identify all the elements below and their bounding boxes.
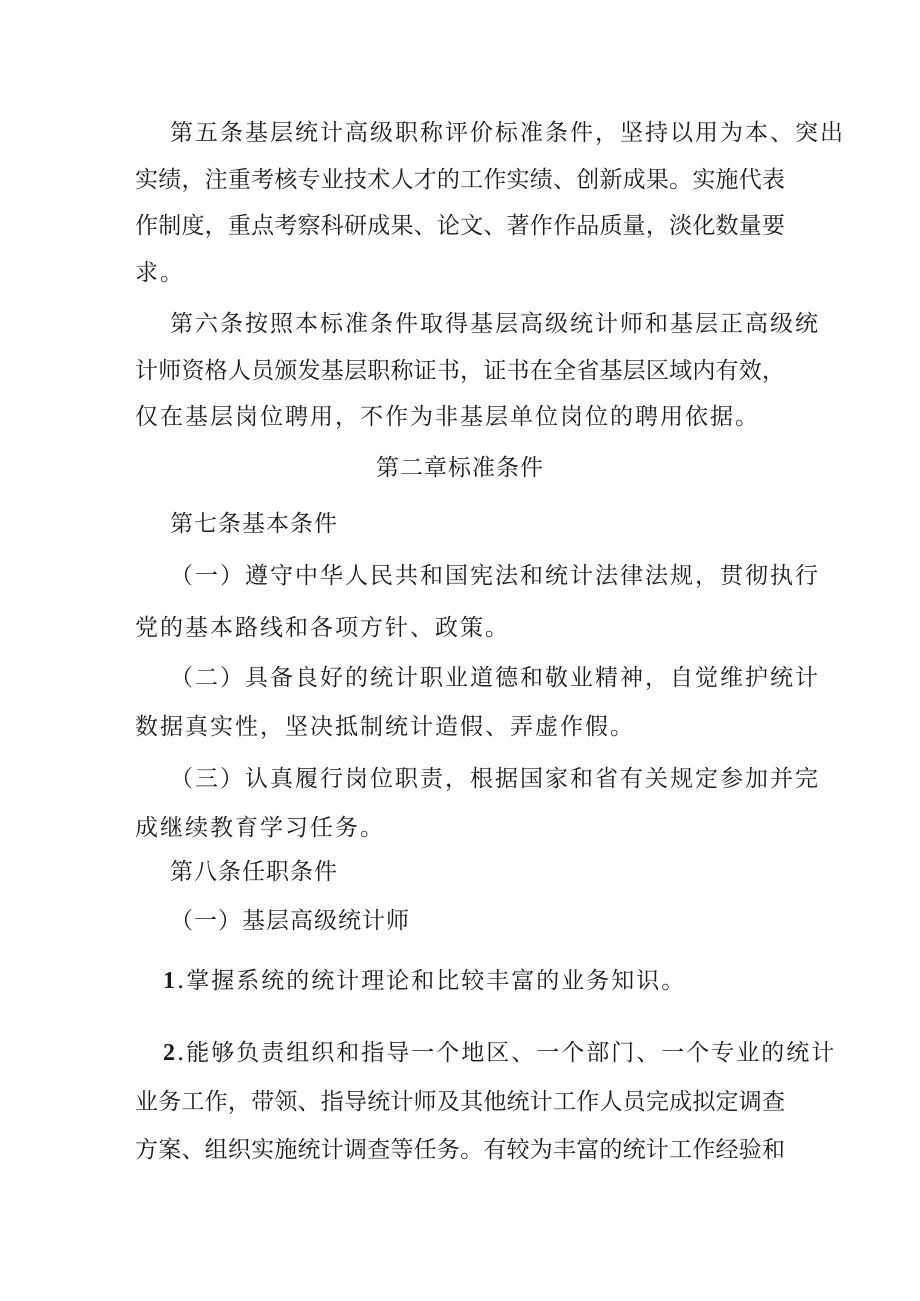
item-1 <box>163 966 686 996</box>
item-1-number: 1 <box>163 968 177 994</box>
article-7-item-2-line-2: 数据真实性，坚决抵制统计造假、弄虚作假。 <box>135 714 635 740</box>
article-5-line-3: 作制度，重点考察科研成果、论文、著作作品质量，淡化数量要 <box>135 213 785 239</box>
item-2-number: 2 <box>163 1040 177 1066</box>
article-6-line-1: 第六条按照本标准条件取得基层高级统计师和基层正高级统 <box>170 311 820 337</box>
article-8-subsection-1: （一）基层高级统计师 <box>170 908 410 934</box>
item-2-line-3: 方案、组织实施统计调查等任务。有较为丰富的统计工作经验和 <box>135 1137 785 1163</box>
article-7-item-2-line-1: （二）具备良好的统计职业道德和敬业精神，自觉维护统计 <box>170 665 820 691</box>
article-7-title: 第七条基本条件 <box>170 511 338 537</box>
item-2-line-1 <box>163 1038 836 1068</box>
article-7-item-3-line-1: （三）认真履行岗位职责，根据国家和省有关规定参加并完 <box>170 766 820 792</box>
article-5-line-1: 第五条基层统计高级职称评价标准条件，坚持以用为本、突出 <box>170 120 845 146</box>
article-7-item-1-line-1: （一）遵守中华人民共和国宪法和统计法律法规，贯彻执行 <box>170 563 820 589</box>
item-2-line-2: 业务工作，带领、指导统计师及其他统计工作人员完成拟定调查 <box>135 1089 785 1115</box>
article-5-line-4: 求。 <box>135 260 185 286</box>
item-1-text: .掌握系统的统计理论和比较丰富的业务知识。 <box>177 968 687 994</box>
article-7-item-1-line-2: 党的基本路线和各项方针、政策。 <box>135 615 510 641</box>
article-6-line-3: 仅在基层岗位聘用，不作为非基层单位岗位的聘用依据。 <box>135 404 760 430</box>
article-8-title: 第八条任职条件 <box>170 859 338 885</box>
article-5-line-2: 实绩，注重考核专业技术人才的工作实绩、创新成果。实施代表 <box>135 167 785 193</box>
item-2-text: .能够负责组织和指导一个地区、一个部门、一个专业的统计 <box>177 1040 837 1066</box>
article-6-line-2: 计师资格人员颁发基层职称证书，证书在全省基层区域内有效， <box>135 358 785 384</box>
article-7-item-3-line-2: 成继续教育学习任务。 <box>135 815 385 841</box>
chapter-2-heading: 第二章标准条件 <box>376 455 544 481</box>
